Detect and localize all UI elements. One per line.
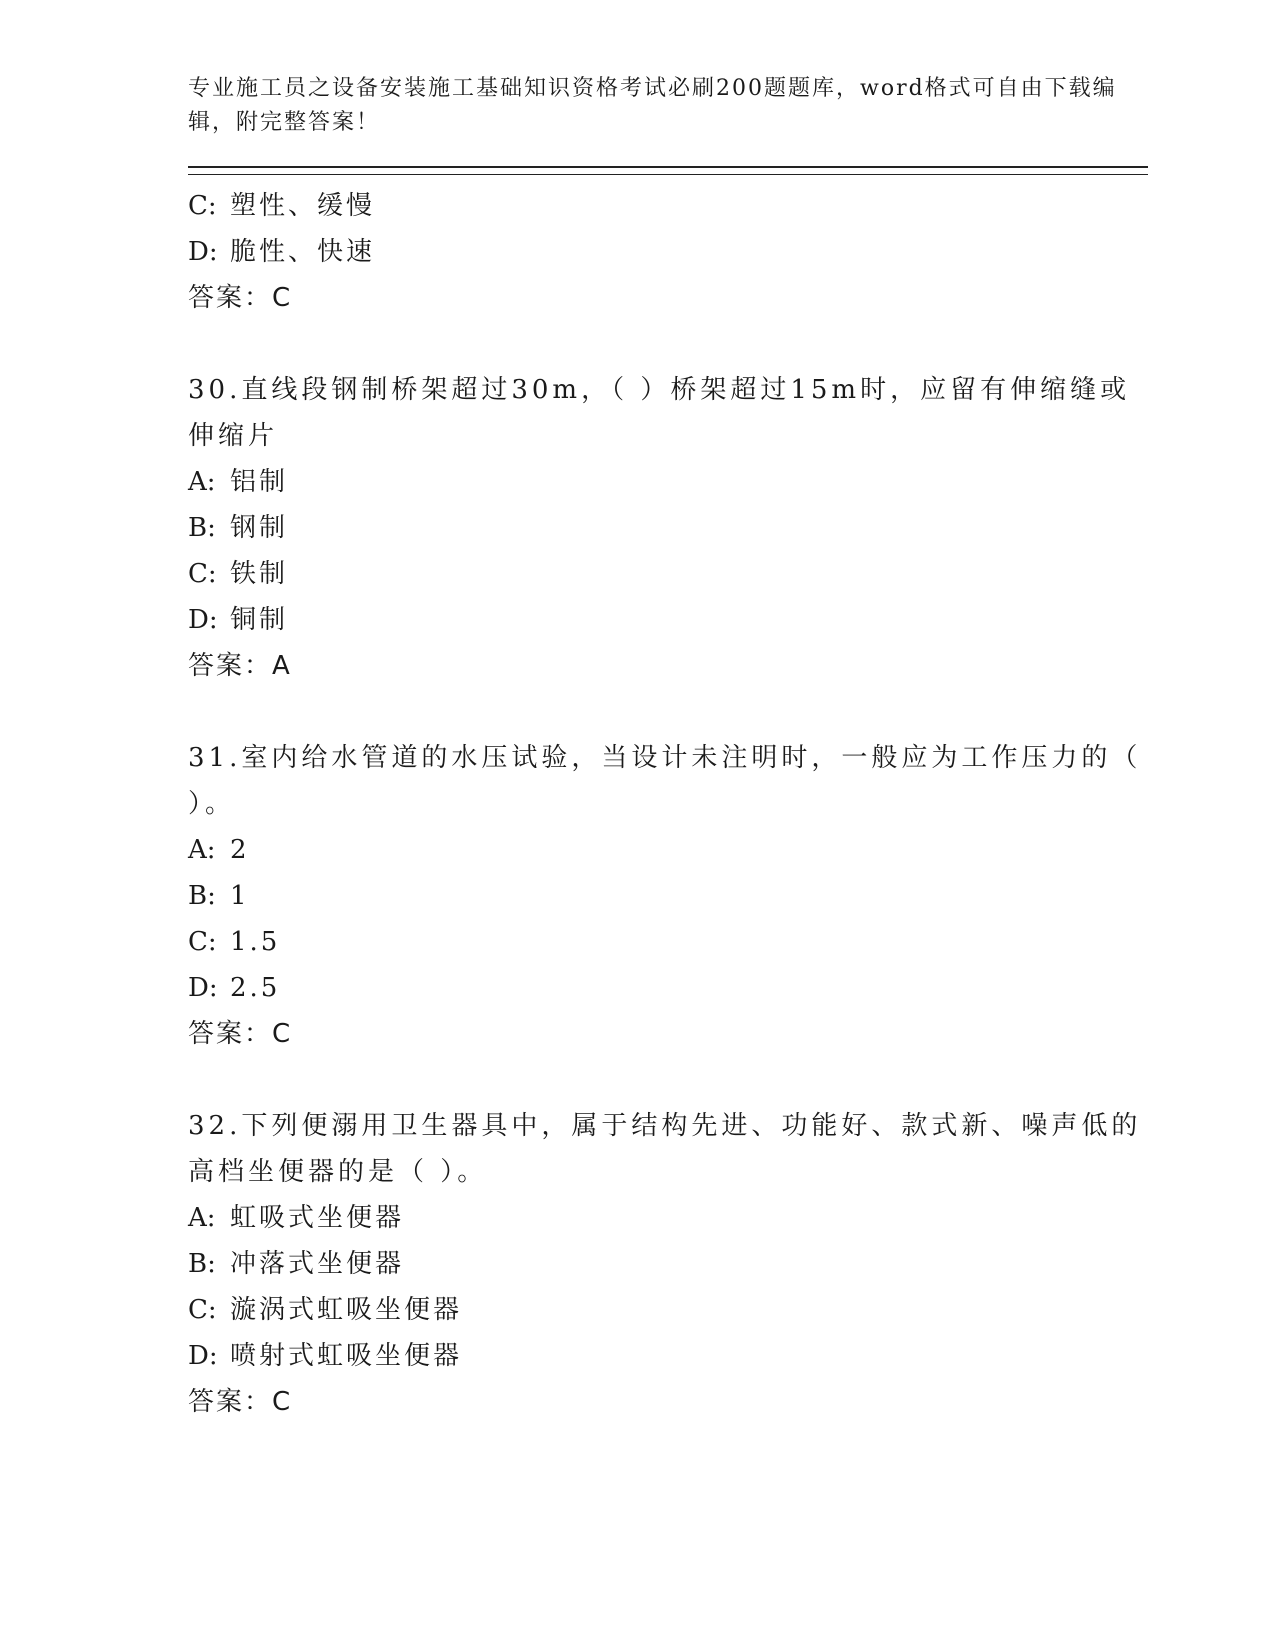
option-d: D: 2.5 [188,973,281,1003]
document-header: 专业施工员之设备安装施工基础知识资格考试必刷200题题库，word格式可自由下载编辑，附完整答案！ [188,76,1117,135]
question-text: 31.室内给水管道的水压试验，当设计未注明时，一般应为工作压力的（ ）。 [188,743,1142,819]
document-page [188,72,1148,1425]
answer-line: 答案：C [188,283,293,313]
question-block-30 [188,367,1148,689]
option-c: C: 铁制 [188,559,289,589]
option-b: B: 钢制 [188,513,289,543]
option-b: B: 1 [188,881,250,911]
question-block-continued [188,183,1148,321]
option-c: C: 漩涡式虹吸坐便器 [188,1295,463,1325]
question-text: 30.直线段钢制桥架超过30m，（ ）桥架超过15m时，应留有伸缩缝或伸缩片 [188,375,1131,451]
option-c: C: 塑性、缓慢 [188,191,376,221]
option-d: D: 脆性、快速 [188,237,376,267]
answer-line: 答案：C [188,1019,293,1049]
question-text: 32.下列便溺用卫生器具中，属于结构先进、功能好、款式新、噪声低的高档坐便器的是（ ）。 [188,1111,1142,1187]
header-divider [188,166,1148,175]
question-block-32 [188,1103,1148,1425]
option-b: B: 冲落式坐便器 [188,1249,405,1279]
question-block-31 [188,735,1148,1057]
option-c: C: 1.5 [188,927,281,957]
option-d: D: 喷射式虹吸坐便器 [188,1341,463,1371]
answer-line: 答案：C [188,1387,293,1417]
option-a: A: 铝制 [188,467,289,497]
option-a: A: 2 [188,835,250,865]
option-d: D: 铜制 [188,605,289,635]
option-a: A: 虹吸式坐便器 [188,1203,405,1233]
answer-line: 答案：A [188,651,292,681]
